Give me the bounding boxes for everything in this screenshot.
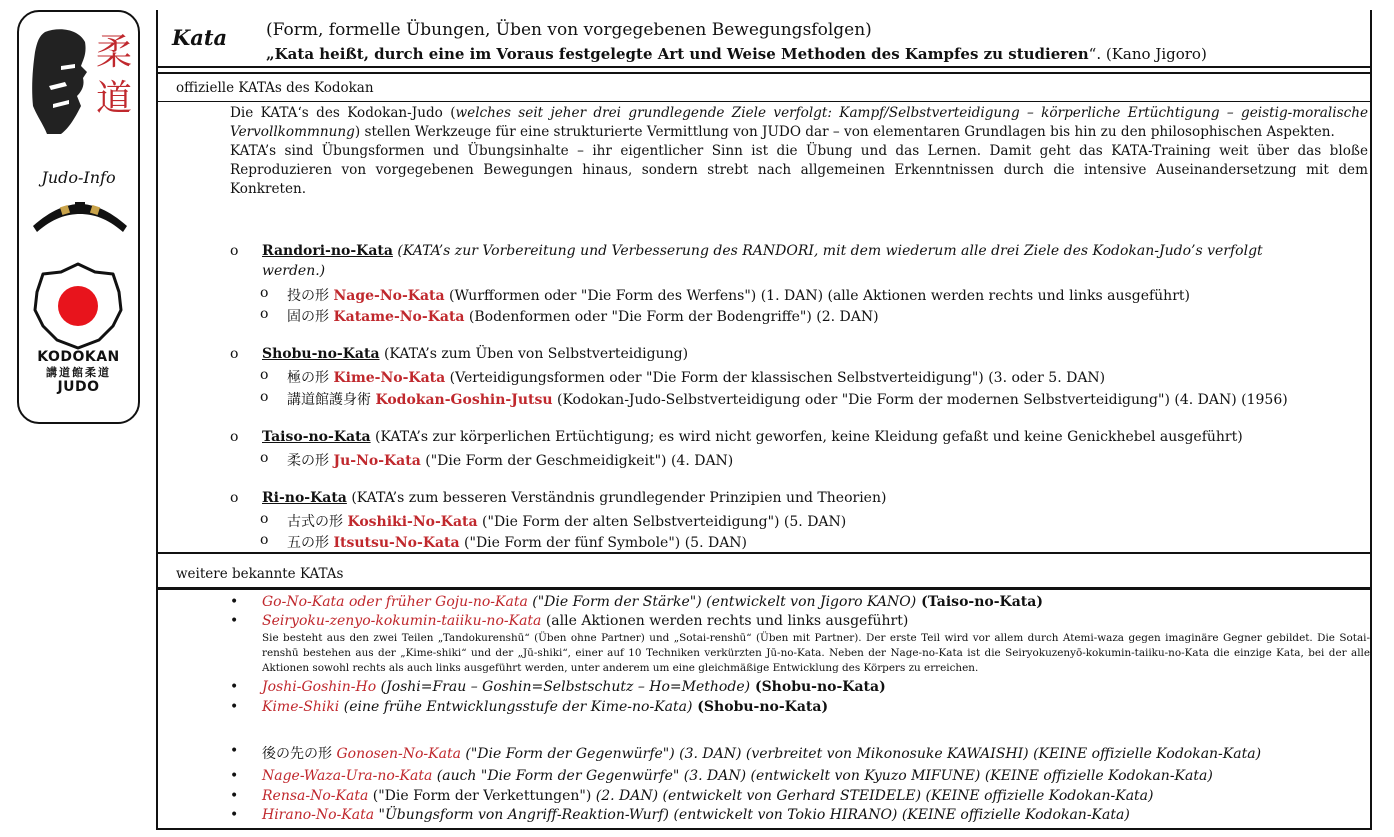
bullet-dot-icon: • (230, 807, 239, 823)
kata-name: Kodokan-Goshin-Jutsu (375, 392, 553, 408)
judo-info-label: Judo-Info (41, 168, 116, 187)
kata-name: Koshiki-No-Kata (347, 514, 478, 530)
kodokan-line2: 講道館柔道 (46, 366, 111, 379)
circle-bullet-icon: o (230, 346, 239, 362)
circle-bullet-icon: o (260, 285, 269, 301)
seiryoku-detail-paragraph: Sie besteht aus den zwei Teilen „Tandokurenshū“ (Üben ohne Partner) und „Sotai-renshū“ (Üben mit Partner). Der erste Teil wird vor allem durch Atemi-waza gegen imaginäre Gegner gebildet. Die Sotai-renshū bestehen aus der „Kime-shiki“ und der „Jū-shiki“, einer auf 10 Techniken verkürzten Jū-no-Kata. Neben der Nage-no-Kata ist die Seiryokuzenyō-kokumin-taiiku-no-Kata die einzige Kata, bei der alle Aktionen sowohl rechts als auch links ausgeführt werden, unter anderem um eine gleichmäßige Entwicklung des Körpers zu erreichen. (262, 632, 1370, 674)
kata-name: Gonosen-No-Kata (332, 746, 461, 762)
kata-desc: (alle Aktionen werden rechts und links ausgeführt) (541, 613, 909, 629)
kanji-ju: 柔 (95, 32, 132, 73)
group-name: Ri-no-Kata (262, 490, 347, 506)
group-desc-cont: werden.) (262, 263, 326, 279)
intro-italic: welches seit jeher drei grundlegende Ziele verfolgt: Kampf/Selbstverteidigung – körperliche Ertüchtigung – geistig-moralische Vervollkommnung (230, 105, 1368, 140)
kata-name: Itsutsu-No-Kata (333, 535, 460, 551)
quote-bold: „Kata heißt, durch eine im Voraus festgelegte Art und Weise Methoden des Kampfes zu studieren (266, 45, 1089, 63)
kata-desc: (Bodenformen oder "Die Form der Bodengriffe") (2. DAN) (464, 309, 879, 325)
intro-c: KATA’s sind Übungsformen und Übungsinhalte – ihr eigentlicher Sinn ist die Übung und das Lernen. Damit geht das KATA-Training weit über das bloße Reproduzieren von vorgegebenen Bewegungen hinaus, sondern strebt nach allgemeinen Erkenntnissen durch die intensive Auseinandersetzung mit dem Konkreten. (230, 143, 1368, 197)
kata-desc: (Kodokan-Judo-Selbstverteidigung oder "Die Form der modernen Selbstverteidigung") (4. DAN) (1956) (552, 392, 1288, 408)
circle-bullet-icon: o (260, 532, 269, 548)
kata-desc: ("Die Form der Verkettungen") (368, 788, 592, 804)
divider (158, 72, 1370, 74)
bullet-dot-icon: • (230, 679, 239, 695)
kano-portrait-icon (31, 26, 87, 138)
sidebar-logo-panel (17, 10, 140, 424)
circle-bullet-icon: o (230, 429, 239, 445)
divider (158, 552, 1370, 554)
bullet-dot-icon: • (230, 699, 239, 715)
circle-bullet-icon: o (260, 389, 269, 405)
document-header (158, 10, 1370, 68)
intro-paragraph (230, 104, 1368, 199)
kata-name: Rensa-No-Kata (262, 788, 369, 804)
group-name: Randori-no-Kata (262, 243, 393, 259)
kata-desc: ("Die Form der fünf Symbole") (5. DAN) (459, 535, 748, 551)
kata-name: Seiryoku-zenyo-kokumin-taiiku-no-Kata (262, 613, 542, 629)
bullet-dot-icon: • (230, 594, 239, 610)
intro-a: Die KATA‘s des Kodokan-Judo ( (230, 105, 456, 121)
kata-kanji: 固の形 (287, 309, 329, 325)
circle-bullet-icon: o (260, 450, 269, 466)
kata-desc: "Übungsform von Angriff-Reaktion-Wurf) (entwickelt von Tokio HIRANO) (KEINE offizielle Kodokan-Kata) (374, 807, 1130, 823)
kata-desc: ("Die Form der Gegenwürfe") (3. DAN) (verbreitet von Mikonosuke KAWAISHI) (KEINE offizielle Kodokan-Kata) (460, 746, 1262, 762)
circle-bullet-icon: o (260, 306, 269, 322)
kata-name: Nage-Waza-Ura-no-Kata (262, 768, 433, 784)
kata-desc: (auch "Die Form der Gegenwürfe" (3. DAN) (entwickelt von Kyuzo MIFUNE) (KEINE offizielle Kodokan-Kata) (432, 768, 1213, 784)
kata-category: (Shobu-no-Kata) (750, 679, 886, 695)
kata-desc: (eine frühe Entwicklungsstufe der Kime-no-Kata) (339, 699, 693, 715)
circle-bullet-icon: o (230, 490, 239, 506)
kata-desc: ("Die Form der Stärke") (entwickelt von Jigoro KANO) (527, 594, 917, 610)
header-quote (266, 45, 1207, 63)
kata-kanji: 講道館護身術 (287, 392, 371, 408)
kata-name: Kime-Shiki (262, 699, 340, 715)
circle-bullet-icon: o (230, 243, 239, 259)
kata-kanji: 古式の形 (287, 514, 343, 530)
group-desc: (KATA’s zur Vorbereitung und Verbesserung des RANDORI, mit dem wiederum alle drei Ziele des Kodokan-Judo’s verfolgt (392, 243, 1263, 259)
kata-desc: (Joshi=Frau – Goshin=Selbstschutz – Ho=Methode) (376, 679, 751, 695)
bullet-dot-icon: • (230, 743, 239, 759)
bottom-border (158, 828, 1370, 830)
section-official-header (158, 75, 1370, 102)
kata-name: Joshi-Goshin-Ho (262, 679, 377, 695)
intro-b: ) stellen Werkzeuge für eine strukturierte Vermittlung von JUDO dar – von elementaren Grundlagen bis hin zu den philosophischen Aspekten. (354, 124, 1335, 140)
kata-name: Ju-No-Kata (333, 453, 421, 469)
bullet-dot-icon: • (230, 788, 239, 804)
kata-name: Hirano-No-Kata (262, 807, 375, 823)
bullet-dot-icon: • (230, 613, 239, 629)
kodokan-emblem-icon (33, 260, 123, 352)
circle-bullet-icon: o (260, 367, 269, 383)
header-subtitle: (Form, formelle Übungen, Üben von vorgegebenen Bewegungsfolgen) (266, 20, 872, 40)
kodokan-line1: KODOKAN (37, 349, 120, 365)
divider (158, 588, 1370, 590)
kata-desc-italic: (2. DAN) (entwickelt von Gerhard STEIDELE) (KEINE offizielle Kodokan-Kata) (591, 788, 1154, 804)
black-belt-icon (31, 198, 129, 234)
kanji-do: 道 (95, 78, 132, 119)
kodokan-line3: JUDO (57, 379, 100, 395)
group-desc: (KATA’s zum besseren Verständnis grundlegender Prinzipien und Theorien) (346, 490, 887, 506)
section-other-title: weitere bekannte KATAs (176, 566, 344, 582)
group-desc: (KATA’s zum Üben von Selbstverteidigung) (379, 346, 689, 362)
kata-desc: (Wurfformen oder "Die Form des Werfens") (1. DAN) (alle Aktionen werden rechts und links ausgeführt) (444, 288, 1190, 304)
kata-name: Kime-No-Kata (333, 370, 446, 386)
kata-desc: ("Die Form der Geschmeidigkeit") (4. DAN) (420, 453, 734, 469)
kata-desc: (Verteidigungsformen oder "Die Form der klassischen Selbstverteidigung") (3. oder 5. DAN) (445, 370, 1106, 386)
circle-bullet-icon: o (260, 511, 269, 527)
kata-kanji: 柔の形 (287, 453, 329, 469)
group-name: Shobu-no-Kata (262, 346, 380, 362)
quote-attribution: “. (Kano Jigoro) (1088, 45, 1207, 63)
kata-kanji: 投の形 (287, 288, 329, 304)
kata-title: Kata (172, 25, 228, 50)
group-desc: (KATA’s zur körperlichen Ertüchtigung; es wird nicht geworfen, keine Kleidung gefaßt und keine Genickhebel ausgeführt) (370, 429, 1243, 445)
kata-kanji: 五の形 (287, 535, 329, 551)
kata-name: Go-No-Kata oder früher Goju-no-Kata (262, 594, 528, 610)
kata-kanji: 後の先の形 (262, 746, 332, 762)
kata-category: (Shobu-no-Kata) (692, 699, 829, 715)
kata-document (156, 10, 1372, 830)
kata-kanji: 極の形 (287, 370, 329, 386)
group-name: Taiso-no-Kata (262, 429, 371, 445)
kata-name: Nage-No-Kata (333, 288, 445, 304)
judo-kanji (91, 30, 137, 122)
bullet-dot-icon: • (230, 768, 239, 784)
section-other-header (158, 561, 1370, 588)
section-official-title: offizielle KATAs des Kodokan (176, 80, 374, 96)
kata-desc: ("Die Form der alten Selbstverteidigung") (5. DAN) (477, 514, 847, 530)
kata-category: (Taiso-no-Kata) (916, 594, 1043, 610)
kodokan-wordmark (19, 350, 138, 395)
kata-name: Katame-No-Kata (333, 309, 465, 325)
